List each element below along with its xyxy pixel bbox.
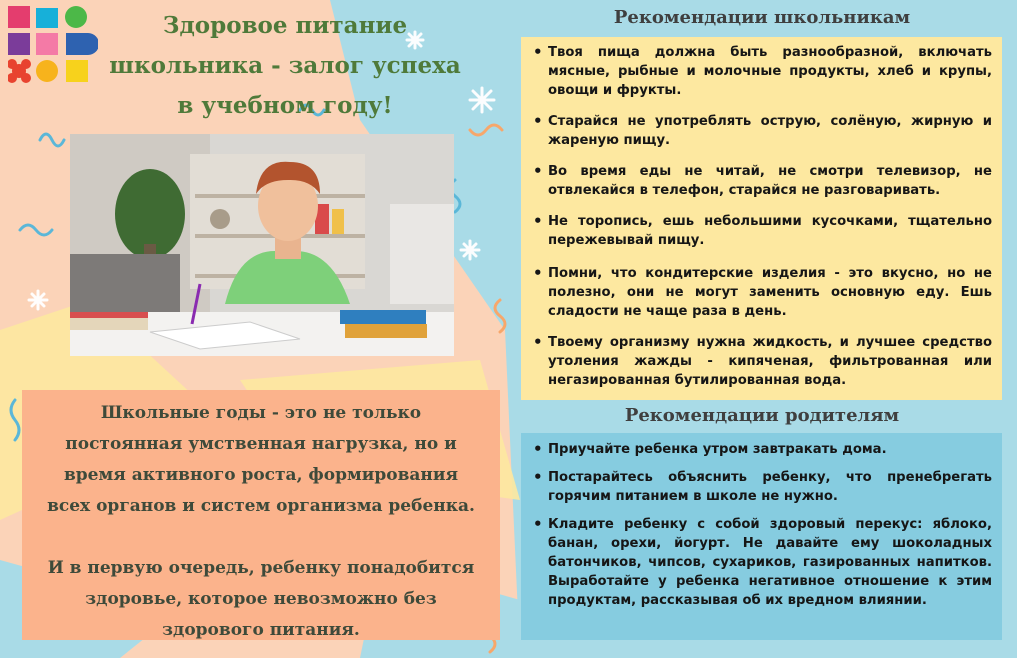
intro-paragraph: Школьные годы - это не только постоянная умственная нагрузка, но и время активного роста, формирования всех органов и систем организма ребенка. (47, 403, 475, 516)
list-item: • Не торопись, ешь небольшими кусочками, тщательно пережевывай пищу. (533, 212, 992, 250)
intro-paragraph: И в первую очередь, ребенку понадобится здоровье, которое невозможно без здорового питания. (47, 558, 475, 640)
page-title: Здоровое питание школьника - залог успеха в учебном году! (109, 12, 461, 119)
list-item: • Во время еды не читай, не смотри телевизор, не отвлекайся в телефон, старайся не разговаривать. (533, 162, 992, 200)
kids-recommendations-panel (521, 37, 1002, 400)
boy-studying-photo (70, 134, 454, 356)
kids-recommendations-heading: Рекомендации школьникам (613, 7, 911, 28)
list-item: • Старайся не употреблять острую, солёную, жирную и жареную пищу. (533, 112, 992, 150)
list-item: • Твоя пища должна быть разнообразной, включать мясные, рыбные и молочные продукты, хлеб и крупы, овощи и фрукты. (533, 43, 992, 100)
list-item: • Приучайте ребенка утром завтракать дома. (533, 440, 992, 459)
list-item: • Кладите ребенку с собой здоровый перекус: яблоко, банан, орехи, йогурт. Не давайте ему шоколадных батончиков, чипсов, сухариков, газированных напитков. Выработайте у ребенка негативное отношение к этим продуктам, рассказывая об их вредном влиянии. (533, 515, 992, 610)
logo (8, 4, 98, 92)
parents-recommendations-panel (521, 433, 1002, 640)
parents-recommendations-heading: Рекомендации родителям (624, 405, 900, 426)
list-item: • Постарайтесь объяснить ребенку, что пренебрегать горячим питанием в школе не нужно. (533, 468, 992, 506)
list-item: • Твоему организму нужна жидкость, и лучшее средство утоления жажды - кипяченая, фильтрованная или негазированная бутилированная вода. (533, 333, 992, 390)
intro-text-box (22, 390, 500, 640)
list-item: • Помни, что кондитерские изделия - это вкусно, но не полезно, они не могут заменить основную еду. Ешь сладости не чаще раза в день. (533, 264, 992, 321)
